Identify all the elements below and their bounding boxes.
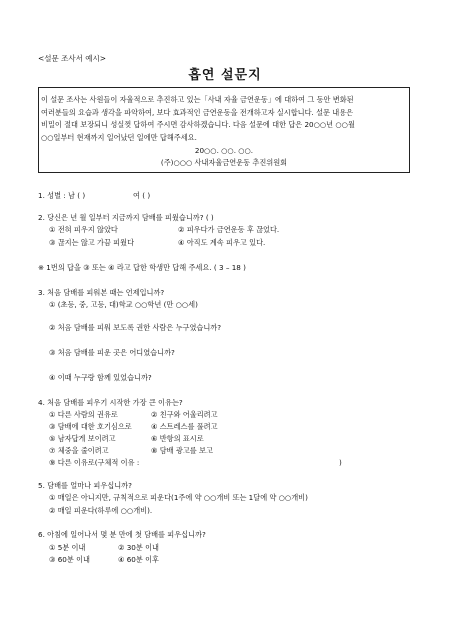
intro-line: 이 설문 조사는 사원들이 자율적으로 추진하고 있는「사내 자율 금연운동」에 대하여 그 동안 변화된	[41, 95, 354, 104]
q5-option-2: ② 매일 피운다(하루에 ○○개비).	[49, 506, 153, 515]
intro-text	[41, 94, 409, 144]
document-example-label: <설문 조사서 예시>	[38, 54, 107, 63]
q6-question: 6. 아침에 일어나서 몇 분 만에 첫 담배를 피우십니까?	[38, 530, 206, 539]
intro-line: 여러분들의 요습과 생각을 파악하여, 보다 효과적인 금연운동을 전개하고자 실시합니다. 설문 내용은	[41, 107, 354, 117]
q5-question: 5. 담배를 얼마나 피우십니까?	[38, 481, 132, 490]
q6-option-1: ① 5분 이내	[49, 543, 86, 552]
q3-subitem-4: ④ 이때 누구랑 함께 있었습니까?	[49, 373, 152, 382]
q2-question: 2. 당신은 년 월 일부터 지금까지 담배를 피웠습니까? ( )	[38, 213, 214, 222]
q3-subitem-1: ① (초등, 중, 고등, 대)학교 ○○학년 (만 ○○세)	[49, 300, 198, 309]
q6-option-4: ④ 60분 이후	[118, 555, 159, 564]
q4-option-2: ② 친구와 어울리려고	[151, 410, 218, 419]
q4-question: 4. 처음 담배를 피우기 시작한 가장 큰 이유는?	[38, 398, 183, 407]
intro-line: 비밀이 절대 보장되니 성실껏 답하여 주시면 감사하겠습니다. 다음 설문에 대한 답은 20○○년 ○○월	[41, 120, 355, 130]
q4-option-9: ⑨ 다른 이유로(구체적 이유 :	[49, 458, 140, 467]
intro-date: 20○○. ○○. ○○.	[194, 146, 254, 155]
q3-question: 3. 처음 담배를 피워본 때는 언제입니까?	[38, 288, 165, 297]
q4-close-paren: )	[339, 458, 342, 467]
q1-gender-male: 1. 성별 : 남 ( )	[38, 191, 86, 200]
q1-gender-female: 여 ( )	[133, 191, 151, 200]
q4-option-6: ⑥ 반항의 표시로	[151, 434, 204, 443]
q4-option-7: ⑦ 체중을 줄이려고	[49, 446, 109, 455]
intro-signature: (주)○○○ 사내자율금연운동 추진위원회	[160, 158, 288, 167]
q6-option-2: ② 30분 이내	[118, 543, 159, 552]
q4-option-4: ④ 스트레스를 풀려고	[151, 422, 218, 431]
instruction-note: ※ 1번의 답을 ③ 또는 ④ 라고 답한 학생만 답해 주세요. ( 3 – 18 )	[38, 263, 246, 272]
q4-option-5: ⑤ 남자답게 보이려고	[49, 434, 116, 443]
intro-line: ○○일부터 현재까지 일어났던 일에만 답해주세요.	[41, 132, 197, 142]
q2-option-3: ③ 끊지는 않고 가끔 피웠다	[49, 238, 135, 247]
q2-option-2: ② 피우다가 금연운동 후 끊었다.	[178, 225, 280, 234]
q2-option-4: ④ 아직도 계속 피우고 있다.	[178, 238, 266, 247]
q4-option-1: ① 다른 사람의 권유로	[49, 410, 118, 419]
q5-option-1: ① 매일은 아니지만, 규칙적으로 피운다(1주에 약 ○○개비 또는 1달에 약 ○○개비)	[49, 493, 308, 502]
q3-subitem-3: ③ 처음 담배를 피운 곳은 어디였습니까?	[49, 348, 175, 357]
q3-subitem-2: ② 처음 담배를 피워 보도록 권한 사람은 누구였습니까?	[49, 323, 222, 332]
page-title: 흡연 설문지	[188, 68, 262, 83]
q2-option-1: ① 전혀 피우지 않았다	[49, 225, 118, 234]
q4-option-3: ③ 담배에 대한 호기심으로	[49, 422, 132, 431]
q6-option-3: ③ 60분 이내	[49, 555, 90, 564]
q4-option-8: ⑧ 담배 광고를 보고	[151, 446, 213, 455]
